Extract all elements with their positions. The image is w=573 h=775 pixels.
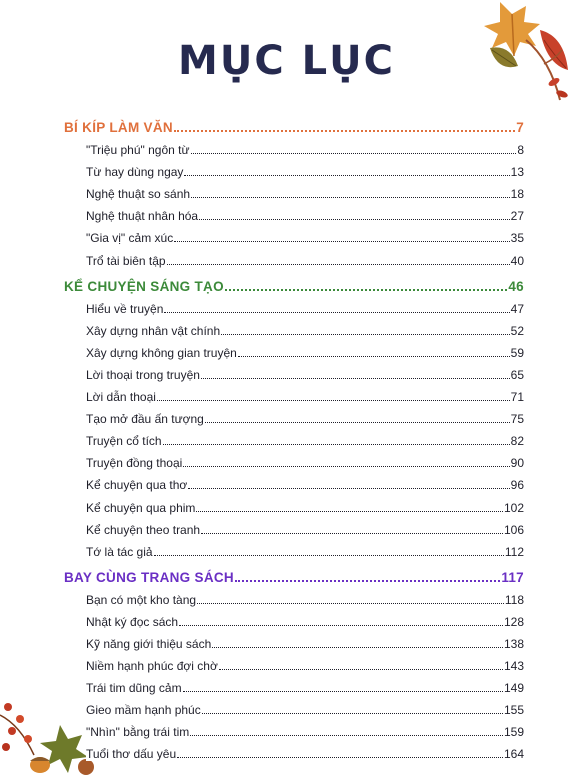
dot-leader bbox=[184, 174, 509, 176]
toc-item[interactable] bbox=[86, 717, 524, 739]
toc-item[interactable] bbox=[86, 157, 524, 179]
toc-item-page: 35 bbox=[510, 231, 524, 246]
dot-leader bbox=[179, 624, 503, 626]
toc-item[interactable] bbox=[86, 179, 524, 201]
toc-item-page: 71 bbox=[510, 390, 524, 405]
toc-item-page: 149 bbox=[503, 681, 524, 696]
toc-item-title: Truyện cổ tích bbox=[86, 434, 162, 449]
toc-item-page: 90 bbox=[510, 456, 524, 471]
toc-item-page: 102 bbox=[503, 500, 524, 515]
toc-item-title: "Nhìn" bằng trái tim bbox=[86, 725, 190, 740]
toc-item-title: Tuổi thơ dấu yêu bbox=[86, 747, 177, 762]
toc-item[interactable] bbox=[86, 135, 524, 157]
toc-section-2[interactable] bbox=[64, 270, 524, 294]
toc-section-page: 7 bbox=[516, 120, 524, 135]
toc-item-title: Nghệ thuật so sánh bbox=[86, 187, 191, 202]
toc-section-page: 46 bbox=[508, 278, 524, 294]
toc-item-page: 82 bbox=[510, 434, 524, 449]
toc-item-page: 112 bbox=[504, 544, 524, 559]
toc-item[interactable] bbox=[86, 515, 524, 537]
dot-leader bbox=[164, 311, 509, 313]
toc-item-title: Tạo mở đầu ấn tượng bbox=[86, 412, 204, 427]
toc-item-page: 75 bbox=[510, 412, 524, 427]
toc-item[interactable] bbox=[86, 651, 524, 673]
dot-leader bbox=[197, 602, 504, 604]
toc-item-title: Gieo mầm hạnh phúc bbox=[86, 703, 201, 718]
toc-item[interactable] bbox=[86, 695, 524, 717]
toc-item-page: 128 bbox=[503, 614, 524, 629]
toc-item-title: Trổ tài biên tập bbox=[86, 253, 166, 268]
toc-item-page: 143 bbox=[503, 659, 524, 674]
toc-item[interactable] bbox=[86, 739, 524, 761]
toc-item-page: 52 bbox=[510, 323, 524, 338]
dot-leader bbox=[238, 355, 510, 357]
toc-item-title: Tớ là tác giả bbox=[86, 544, 153, 559]
toc-item-title: "Triệu phú" ngôn từ bbox=[86, 143, 190, 158]
dot-leader bbox=[190, 734, 503, 736]
toc-item-title: "Gia vị" cảm xúc bbox=[86, 231, 174, 246]
toc-item-page: 138 bbox=[503, 636, 524, 651]
toc-item-page: 155 bbox=[503, 703, 524, 718]
toc-item-title: Kể chuyện qua thơ bbox=[86, 478, 188, 493]
toc-section-title: BAY CÙNG TRANG SÁCH bbox=[64, 569, 234, 585]
toc-item-title: Hiểu về truyện bbox=[86, 301, 164, 316]
toc-item[interactable] bbox=[86, 316, 524, 338]
dot-leader bbox=[202, 712, 503, 714]
toc-item-title: Bạn có một kho tàng bbox=[86, 592, 197, 607]
dot-leader bbox=[177, 756, 503, 758]
toc-item[interactable] bbox=[86, 426, 524, 448]
dot-leader bbox=[183, 690, 503, 692]
dot-leader bbox=[212, 646, 503, 648]
toc-item[interactable] bbox=[86, 338, 524, 360]
dot-leader bbox=[183, 465, 509, 467]
toc-item[interactable] bbox=[86, 673, 524, 695]
toc-item-title: Kể chuyện theo tranh bbox=[86, 522, 201, 537]
toc-item[interactable] bbox=[86, 537, 524, 559]
dot-leader bbox=[219, 668, 503, 670]
dot-leader bbox=[235, 579, 500, 582]
dot-leader bbox=[174, 129, 515, 132]
toc-item-page: 8 bbox=[517, 143, 524, 158]
toc-item-title: Kỹ năng giới thiệu sách bbox=[86, 636, 212, 651]
toc-item-page: 59 bbox=[510, 345, 524, 360]
dot-leader bbox=[157, 399, 510, 401]
toc-item-page: 159 bbox=[503, 725, 524, 740]
toc-section-title: BÍ KÍP LÀM VĂN bbox=[64, 120, 173, 135]
dot-leader bbox=[196, 510, 503, 512]
toc-item-title: Từ hay dùng ngay bbox=[86, 165, 184, 180]
dot-leader bbox=[163, 443, 510, 445]
toc-item[interactable] bbox=[86, 404, 524, 426]
dot-leader bbox=[191, 152, 517, 154]
toc-item-page: 164 bbox=[503, 747, 524, 762]
dot-leader bbox=[201, 377, 510, 379]
toc-item-page: 118 bbox=[504, 592, 524, 607]
toc-item-page: 47 bbox=[510, 301, 524, 316]
page-title: MỤC LỤC bbox=[178, 38, 395, 84]
dot-leader bbox=[174, 240, 509, 242]
toc-section-title: KỂ CHUYỆN SÁNG TẠO bbox=[64, 278, 224, 294]
toc-item-title: Xây dựng nhân vật chính bbox=[86, 323, 221, 338]
dot-leader bbox=[205, 421, 510, 423]
toc-item-title: Lời thoại trong truyện bbox=[86, 367, 200, 382]
toc-item[interactable] bbox=[86, 245, 524, 267]
toc-section-page: 117 bbox=[501, 569, 524, 585]
toc-item-page: 65 bbox=[510, 367, 524, 382]
toc-item[interactable] bbox=[86, 629, 524, 651]
toc-item[interactable] bbox=[86, 294, 524, 316]
dot-leader bbox=[221, 333, 510, 335]
toc-item[interactable] bbox=[86, 382, 524, 404]
dot-leader bbox=[225, 288, 507, 291]
berry-branch-icon bbox=[0, 703, 34, 755]
toc-item[interactable] bbox=[86, 470, 524, 492]
toc-item-page: 13 bbox=[510, 165, 524, 180]
toc-section-3[interactable] bbox=[64, 561, 524, 585]
dot-leader bbox=[188, 487, 509, 489]
toc-item-title: Nhật ký đọc sách bbox=[86, 614, 179, 629]
toc-item[interactable] bbox=[86, 607, 524, 629]
toc-item[interactable] bbox=[86, 492, 524, 514]
toc-item-page: 18 bbox=[510, 187, 524, 202]
toc-item-title: Niềm hạnh phúc đợi chờ bbox=[86, 659, 218, 674]
dot-leader bbox=[201, 532, 503, 534]
dot-leader bbox=[191, 196, 510, 198]
toc-item[interactable] bbox=[86, 223, 524, 245]
toc-item-title: Truyện đồng thoại bbox=[86, 456, 183, 471]
toc-item[interactable] bbox=[86, 448, 524, 470]
toc-item-title: Lời dẫn thoại bbox=[86, 390, 156, 405]
toc-item-page: 96 bbox=[510, 478, 524, 493]
toc-item-title: Trái tim dũng cảm bbox=[86, 681, 182, 696]
dot-leader bbox=[154, 554, 504, 556]
dot-leader bbox=[199, 218, 510, 220]
toc-item[interactable] bbox=[86, 360, 524, 382]
toc-item[interactable] bbox=[86, 585, 524, 607]
toc-item-page: 40 bbox=[510, 253, 524, 268]
toc-item-title: Kể chuyện qua phim bbox=[86, 500, 196, 515]
toc-item[interactable] bbox=[86, 201, 524, 223]
toc-item-page: 27 bbox=[510, 209, 524, 224]
dot-leader bbox=[167, 263, 510, 265]
toc-section-1[interactable] bbox=[64, 111, 524, 135]
toc-item-title: Nghệ thuật nhân hóa bbox=[86, 209, 199, 224]
table-of-contents bbox=[64, 109, 524, 761]
toc-item-title: Xây dựng không gian truyện bbox=[86, 345, 237, 360]
toc-item-page: 106 bbox=[503, 522, 524, 537]
